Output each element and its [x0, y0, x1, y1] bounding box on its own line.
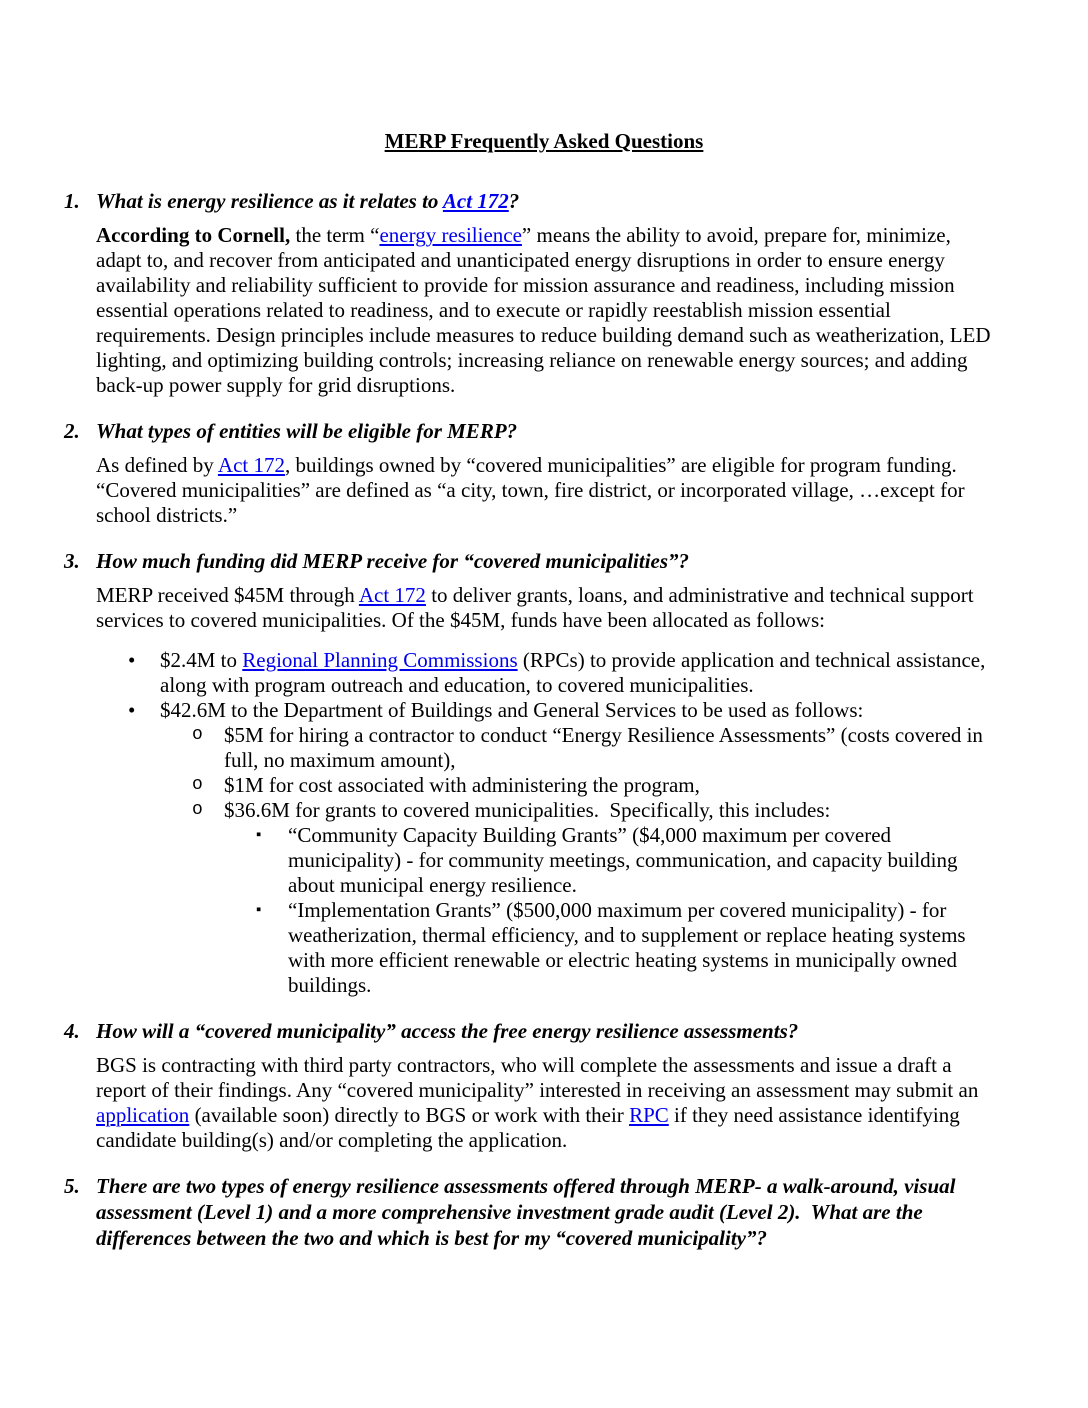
question-1-number: 1.	[64, 189, 80, 213]
answer-4-p1: BGS is contracting with third party contractors, who will complete the assessments and issue a draft a report of their findings. Any “covered municipality” interested in receiving an assessment may submit an	[96, 1053, 984, 1102]
question-3-number: 3.	[64, 549, 80, 573]
list-item-text: “Community Capacity Building Grants” ($4,000 maximum per covered municipality) - for community meetings, communication, and capacity building about municipal energy resilience.	[288, 823, 963, 897]
page-title: MERP Frequently Asked Questions	[384, 129, 704, 153]
question-2-number: 2.	[64, 419, 80, 443]
energy-resilience-link[interactable]: energy resilience	[379, 223, 522, 247]
list-item-admin-1m	[192, 773, 994, 798]
funding-allocation-list	[0, 648, 1088, 998]
answer-1-post: ” means the ability to avoid, prepare for, minimize, adapt to, and recover from anticipated and unanticipated energy disruptions in order to ensure energy availability and reliability sufficient to provide for mission assurance and readiness, including mission essential operations related to readiness, and to execute or rapidly reestablish mission essential requirements. Design principles include measures to reduce building demand such as weatherization, LED lighting, and optimizing building controls; increasing reliance on renewable energy sources; and adding back-up power supply for grid disruptions.	[96, 223, 996, 397]
list-item-rpc-post: (RPCs) to provide application and technical assistance, along with program outreach and education, to covered municipalities.	[160, 648, 991, 697]
answer-3-post: to deliver grants, loans, and administrative and technical support services to covered municipalities. Of the $45M, funds have been allocated as follows:	[96, 583, 979, 632]
bullet-icon: •	[128, 698, 136, 722]
list-item-text: $5M for hiring a contractor to conduct “Energy Resilience Assessments” (costs covered in full, no maximum amount),	[224, 723, 989, 772]
question-3	[64, 548, 994, 574]
list-item-text: $1M for cost associated with administering the program,	[224, 773, 700, 797]
act-172-link-q1[interactable]: Act 172	[442, 189, 509, 213]
answer-1-pre: the term “	[290, 223, 380, 247]
list-item-text: “Implementation Grants” ($500,000 maximum per covered municipality) - for weatherization, thermal efficiency, and to supplement or replace heating systems with more efficient renewable or electric heating systems in municipally owned buildings.	[288, 898, 971, 997]
answer-2	[96, 453, 992, 528]
application-link[interactable]: application	[96, 1103, 190, 1127]
answer-4	[96, 1053, 992, 1153]
question-4	[64, 1018, 994, 1044]
answer-1-lead-bold: According to Cornell,	[96, 223, 291, 247]
circle-bullet-icon: o	[192, 800, 203, 820]
list-item-contractor-5m	[192, 723, 994, 773]
question-3-text: How much funding did MERP receive for “covered municipalities”?	[96, 549, 690, 573]
question-1-text-pre: What is energy resilience as it relates to	[96, 189, 443, 213]
question-4-text: How will a “covered municipality” access the free energy resilience assessments?	[96, 1019, 799, 1043]
question-5	[64, 1173, 994, 1251]
question-5-number: 5.	[64, 1174, 80, 1198]
bullet-icon: •	[128, 648, 136, 672]
list-item-bgs-funding	[128, 698, 994, 723]
answer-4-p2: (available soon) directly to BGS or work with their	[189, 1103, 630, 1127]
answer-3	[96, 583, 992, 633]
square-bullet-icon: ▪	[256, 827, 262, 843]
list-item-text: $36.6M for grants to covered municipalities. Specifically, this includes:	[224, 798, 831, 822]
regional-planning-commissions-link[interactable]: Regional Planning Commissions	[242, 648, 518, 672]
list-item-implementation-grants	[256, 898, 994, 998]
question-1	[64, 188, 994, 214]
circle-bullet-icon: o	[192, 775, 203, 795]
act-172-link-a2[interactable]: Act 172	[217, 453, 285, 477]
answer-4-p3: if they need assistance identifying candidate building(s) and/or completing the application.	[96, 1103, 966, 1152]
list-item-text: $42.6M to the Department of Buildings and General Services to be used as follows:	[160, 698, 864, 722]
list-item-rpc-pre: $2.4M to	[160, 648, 243, 672]
question-2-text: What types of entities will be eligible for MERP?	[96, 419, 518, 443]
list-item-community-capacity-grants	[256, 823, 994, 898]
question-1-text-post: ?	[508, 189, 520, 213]
rpc-link[interactable]: RPC	[629, 1103, 669, 1127]
circle-bullet-icon: o	[192, 725, 203, 745]
question-2	[64, 418, 994, 444]
answer-1	[96, 223, 996, 398]
question-4-number: 4.	[64, 1019, 80, 1043]
question-1-text	[96, 188, 994, 214]
answer-2-post: , buildings owned by “covered municipalities” are eligible for program funding. “Covered municipalities” are defined as “a city, town, fire district, or incorporated village, …except for school districts.”	[96, 453, 970, 527]
square-bullet-icon: ▪	[256, 902, 262, 918]
act-172-link-a3[interactable]: Act 172	[358, 583, 426, 607]
answer-2-pre: As defined by	[96, 453, 218, 477]
question-5-text: There are two types of energy resilience assessments offered through MERP- a walk-around, visual assessment (Level 1) and a more comprehensive investment grade audit (Level 2). What are the differences between the two and which is best for my “covered municipality”?	[96, 1174, 961, 1250]
list-item-rpc-funding	[128, 648, 994, 698]
list-item-grants-36-6m	[192, 798, 994, 823]
answer-3-pre: MERP received $45M through	[96, 583, 359, 607]
list-item-text	[160, 648, 994, 698]
